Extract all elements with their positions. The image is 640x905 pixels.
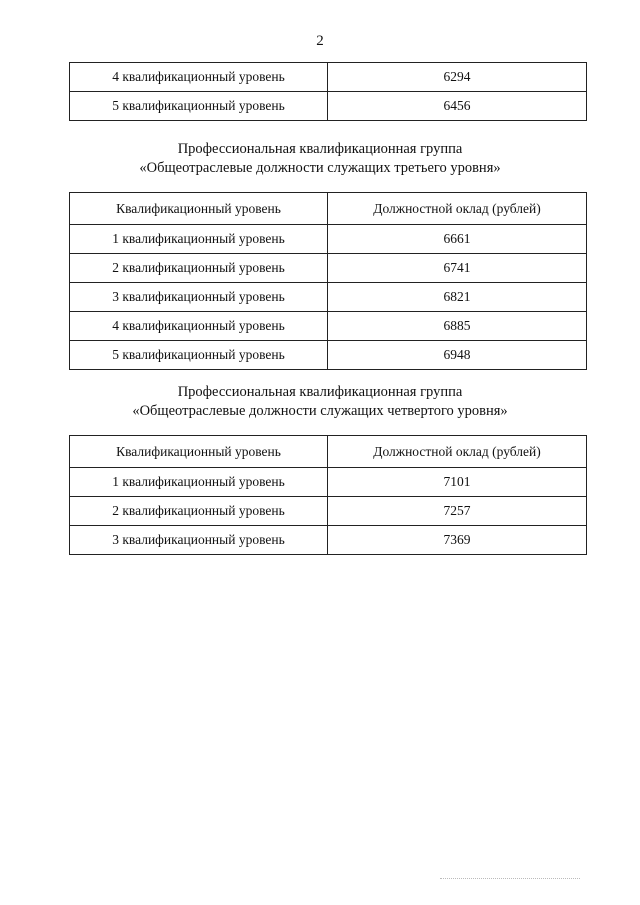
salary-cell: 6948 <box>328 341 587 370</box>
salary-cell: 7101 <box>328 468 587 497</box>
group-title-line: «Общеотраслевые должности служащих третьего уровня» <box>139 160 501 176</box>
table-row <box>70 526 587 555</box>
table-header-row <box>70 193 587 225</box>
group-title-line: Профессиональная квалификационная группа <box>177 141 463 157</box>
group-title-line: Профессиональная квалификационная группа <box>177 384 463 400</box>
salary-table-fourth-level <box>69 435 587 555</box>
level-cell: 1 квалификационный уровень <box>70 225 328 254</box>
level-cell: 2 квалификационный уровень <box>70 254 328 283</box>
table-row <box>70 468 587 497</box>
table-header-row <box>70 436 587 468</box>
level-cell: 3 квалификационный уровень <box>70 526 328 555</box>
scan-footer-marks <box>440 878 580 883</box>
salary-cell: 7369 <box>328 526 587 555</box>
table-row <box>70 92 587 121</box>
table-row <box>70 254 587 283</box>
salary-table-third-level <box>69 192 587 370</box>
salary-cell: 6821 <box>328 283 587 312</box>
salary-table-continued <box>69 62 587 121</box>
column-header-level: Квалификационный уровень <box>70 436 328 468</box>
salary-cell: 6741 <box>328 254 587 283</box>
salary-cell: 6456 <box>328 92 587 121</box>
salary-cell: 6294 <box>328 63 587 92</box>
level-cell: 5 квалификационный уровень <box>70 341 328 370</box>
salary-cell: 6661 <box>328 225 587 254</box>
level-cell: 4 квалификационный уровень <box>70 312 328 341</box>
level-cell: 1 квалификационный уровень <box>70 468 328 497</box>
table-row <box>70 497 587 526</box>
table-row <box>70 225 587 254</box>
table-row <box>70 341 587 370</box>
column-header-salary: Должностной оклад (рублей) <box>328 193 587 225</box>
salary-cell: 6885 <box>328 312 587 341</box>
column-header-salary: Должностной оклад (рублей) <box>328 436 587 468</box>
level-cell: 4 квалификационный уровень <box>70 63 328 92</box>
table-row <box>70 312 587 341</box>
level-cell: 5 квалификационный уровень <box>70 92 328 121</box>
level-cell: 3 квалификационный уровень <box>70 283 328 312</box>
salary-cell: 7257 <box>328 497 587 526</box>
column-header-level: Квалификационный уровень <box>70 193 328 225</box>
table-row <box>70 283 587 312</box>
level-cell: 2 квалификационный уровень <box>70 497 328 526</box>
page-number: 2 <box>316 33 324 49</box>
group-title-fourth-level <box>0 383 640 421</box>
group-title-line: «Общеотраслевые должности служащих четвертого уровня» <box>132 403 508 419</box>
table-row <box>70 63 587 92</box>
group-title-third-level <box>0 140 640 178</box>
